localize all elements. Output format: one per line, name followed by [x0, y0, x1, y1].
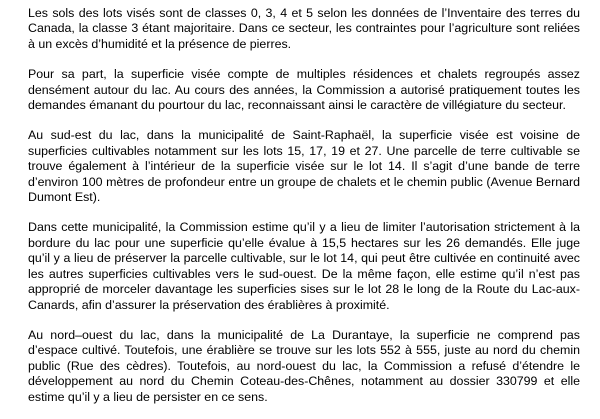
- paragraph-la-durantaye: Au nord–ouest du lac, dans la municipalité de La Durantaye, la superficie ne comprend pas d’espace cultivé. Toutefois, une érablière se trouve sur les lots 552 à 555, juste au nord du chemin public (Rue des cèdres). Toutefois, au nord-ouest du lac, la Commission a refusé d’étendre le développement au nord du Chemin Coteau-des-Chênes, notamment au dossier 330799 et elle estime qu’il y a lieu de persister en ce sens.: [28, 327, 580, 404]
- paragraph-residences-chalets: Pour sa part, la superficie visée compte de multiples résidences et chalets regroupés assez densément autour du lac. Au cours des années, la Commission a autorisé pratiquement toutes les demandes émanant du pourtour du lac, reconnaissant ainsi le caractère de villégiature du secteur.: [28, 67, 580, 113]
- document-body: [28, 6, 580, 405]
- paragraph-saint-raphael: Au sud-est du lac, dans la municipalité de Saint-Raphaël, la superficie visée est voisine de superficies cultivables notamment sur les lots 15, 17, 19 et 27. Une parcelle de terre cultivable se trouve également à l’intérieur de la superficie visée sur le lot 14. Il s’agit d’une bande de terre d’environ 100 mètres de profondeur entre un groupe de chalets et le chemin public (Avenue Bernard Dumont Est).: [28, 128, 580, 205]
- paragraph-soil-classes: Les sols des lots visés sont de classes 0, 3, 4 et 5 selon les données de l’Inventaire des terres du Canada, la classe 3 étant majoritaire. Dans ce secteur, les contraintes pour l’agriculture sont reliées à un excès d’humidité et la présence de pierres.: [28, 6, 580, 51]
- paragraph-commission-limit: Dans cette municipalité, la Commission estime qu’il y a lieu de limiter l’autorisation strictement à la bordure du lac pour une superficie qu’elle évalue à 15,5 hectares sur les 26 demandés. Elle juge qu’il y a lieu de préserver la parcelle cultivable, sur le lot 14, qui peut être cultivée en continuité avec les autres superficies cultivables vers le sud-ouest. De la même façon, elle estime qu’il n’est pas approprié de morceler davantage les superficies sises sur le lot 28 le long de la Route du Lac-aux-Canards, afin d’assurer la préservation des érablières à proximité.: [28, 220, 580, 312]
